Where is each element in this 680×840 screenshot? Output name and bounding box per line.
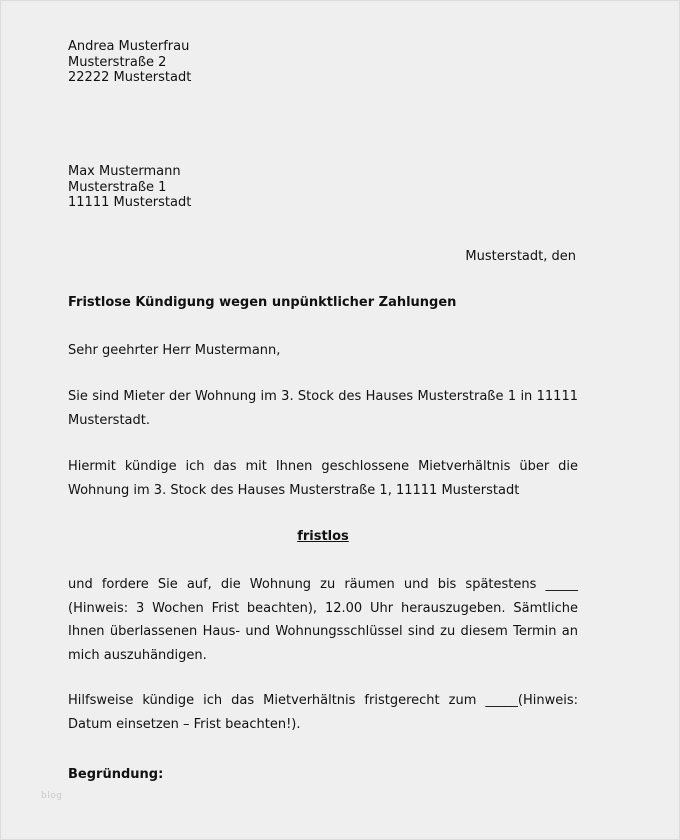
watermark: blog (41, 791, 63, 801)
sender-street: Musterstraße 2 (68, 54, 167, 70)
paragraph-alternative-termination: Hilfsweise kündige ich das Mietverhältnis fristgerecht zum _____(Hinweis: Datum einsetzen – Frist beachten!). (68, 693, 578, 732)
emphasis-fristlos: fristlos (297, 529, 349, 544)
recipient-city: 11111 Musterstadt (68, 195, 192, 210)
sender-city: 22222 Musterstadt (68, 70, 192, 85)
letter-subject: Fristlose Kündigung wegen unpünktlicher Zahlungen (68, 295, 457, 310)
paragraph-termination: Hiermit kündige ich das mit Ihnen geschlossene Mietverhältnis über die Wohnung im 3. Stock des Hauses Musterstraße 1, 11111 Musterstadt (68, 459, 578, 498)
sender-address (68, 39, 191, 86)
salutation: Sehr geehrter Herr Mustermann, (68, 343, 281, 358)
paragraph-handover: und fordere Sie auf, die Wohnung zu räumen und bis spätestens _____ (Hinweis: 3 Wochen Frist beachten), 12.00 Uhr herauszugeben. Sämtliche Ihnen überlassenen Haus- und Wohnungsschlüssel sind zu diesem Termin an mich auszuhändigen. (68, 577, 578, 663)
date-line: Musterstadt, den (465, 249, 576, 264)
reason-heading: Begründung: (68, 767, 164, 782)
recipient-street: Musterstraße 1 (68, 179, 167, 195)
paragraph-tenant-info: Sie sind Mieter der Wohnung im 3. Stock des Hauses Musterstraße 1 in 11111 Musterstadt. (68, 389, 578, 428)
sender-name: Andrea Musterfrau (68, 39, 190, 54)
recipient-address (68, 164, 191, 211)
recipient-name: Max Mustermann (68, 164, 181, 179)
